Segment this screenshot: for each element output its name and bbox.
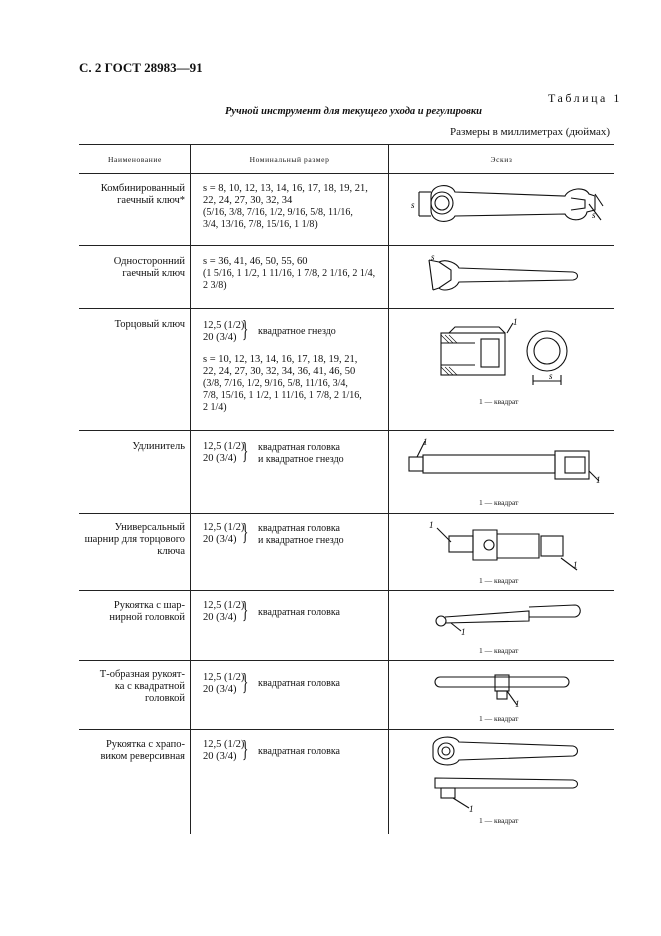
row-4-caption: 1 — квадрат [479,498,519,507]
brace: } [242,598,249,624]
size-line: s = 8, 10, 12, 13, 14, 16, 17, 18, 19, 21, [203,183,368,194]
brace-line: и квадратное гнездо [258,535,344,546]
size-line: 20 (3/4) [203,534,237,545]
size-line: (3/8, 7/16, 1/2, 9/16, 5/8, 11/16, 3/4, [203,378,348,389]
name-line: ка с квадратной [114,681,185,692]
name-line: Универсальный [114,522,185,533]
size-line: (5/16, 3/8, 7/16, 1/2, 9/16, 5/8, 11/16, [203,207,353,218]
brace: } [242,439,249,465]
row-2-size [203,256,385,292]
callout-label: 1 [469,804,474,814]
size-line: 12,5 (1/2) [203,600,245,611]
brace: } [242,670,249,696]
row-4-name [77,441,185,453]
row-5-caption: 1 — квадрат [479,576,519,585]
dimension-label: s [411,200,415,210]
name-line: Односторонний [113,256,185,267]
size-line: 7/8, 15/16, 1 1/2, 1 11/16, 1 7/8, 2 1/16, [203,390,362,401]
column-header-size: Номинальный размер [249,155,330,164]
column-header-sketch: Эскиз [490,155,513,164]
brace-line: квадратная головка [258,442,340,453]
row-3-size [203,354,385,414]
name-line: виком реверсивная [100,751,185,762]
size-line: 20 (3/4) [203,332,237,343]
brace-line: квадратная головка [258,678,340,689]
open-end-wrench-sketch [389,246,614,308]
name-line: Рукоятка с храпо- [105,739,185,750]
brace-line: и квадратное гнездо [258,454,344,465]
row-5-name [77,522,185,558]
dimension-label: s [592,210,596,220]
name-line: гаечный ключ* [117,195,185,206]
table-number: Таблица 1 [548,91,622,105]
size-line: 2 1/4) [203,402,227,413]
name-line: нирной головкой [109,612,185,623]
row-3-name [77,319,185,331]
size-line: 12,5 (1/2) [203,739,245,750]
row-1-size [203,183,385,231]
dimension-label: s [549,371,553,381]
size-line: s = 36, 41, 46, 50, 55, 60 [203,256,308,267]
callout-label: 1 [423,437,428,447]
callout-label: 1 [515,699,520,709]
name-line: Т-образная рукоят- [99,669,185,680]
size-line: (1 5/16, 1 1/2, 1 11/16, 1 7/8, 2 1/16, 2 1/4, [203,268,376,279]
row-8-name [77,739,185,763]
callout-label: 1 [429,520,434,530]
row-8-caption: 1 — квадрат [479,816,519,825]
table-top-border [79,144,614,145]
brace-line: квадратная головка [258,746,340,757]
name-line: ключа [157,546,185,557]
row-6-brace-text [258,607,340,619]
row-5-brace-text [258,523,344,547]
size-line: s = 10, 12, 13, 14, 16, 17, 18, 19, 21, [203,354,358,365]
row-7-brace-text [258,678,340,690]
size-line: 20 (3/4) [203,612,237,623]
row-4-brace-text [258,442,344,466]
table-title: Ручной инструмент для текущего ухода и регулировки [225,106,482,117]
brace-line: квадратная головка [258,607,340,618]
column-divider-1 [190,144,191,834]
name-line: Торцовый ключ [114,319,185,330]
page-header: С. 2 ГОСТ 28983—91 [79,60,203,75]
brace-line: квадратное гнездо [258,326,336,337]
size-line: 20 (3/4) [203,453,237,464]
size-line: 12,5 (1/2) [203,672,245,683]
socket-wrench-sketch [389,309,614,430]
name-line: головкой [144,693,185,704]
size-line: 12,5 (1/2) [203,320,245,331]
size-line: 22, 24, 27, 30, 32, 34, 36, 41, 46, 50 [203,366,356,377]
row-7-name [77,669,185,705]
row-6-name [77,600,185,624]
brace-line: квадратная головка [258,523,340,534]
size-line: 2 3/8) [203,280,227,291]
row-6-caption: 1 — квадрат [479,646,519,655]
row-7-caption: 1 — квадрат [479,714,519,723]
brace: } [242,737,249,763]
row-1-name [77,183,185,207]
row-2-name [77,256,185,280]
callout-label: 1 [596,475,601,485]
size-line: 22, 24, 27, 30, 32, 34 [203,195,293,206]
name-line: Комбинированный [100,183,185,194]
size-line: 20 (3/4) [203,684,237,695]
size-line: 3/4, 13/16, 7/8, 15/16, 1 1/8) [203,219,318,230]
combination-wrench-sketch [389,174,614,245]
row-8-brace-text [258,746,340,758]
row-3-caption: 1 — квадрат [479,397,519,406]
size-line: 12,5 (1/2) [203,522,245,533]
name-line: Рукоятка с шар- [113,600,185,611]
name-line: гаечный ключ [122,268,185,279]
callout-label: 1 [573,560,578,570]
size-line: 20 (3/4) [203,751,237,762]
size-line: 12,5 (1/2) [203,441,245,452]
callout-label: 1 [461,627,466,637]
name-line: шарнир для торцового [84,534,185,545]
row-3-brace-text [258,326,336,338]
callout-label: 1 [513,317,518,327]
dimension-label: s [431,252,435,262]
column-header-name: Наименование [108,155,162,164]
units-note: Размеры в миллиметрах (дюймах) [450,126,611,138]
brace: } [242,317,249,343]
brace: } [242,520,249,546]
name-line: Удлинитель [132,441,185,452]
